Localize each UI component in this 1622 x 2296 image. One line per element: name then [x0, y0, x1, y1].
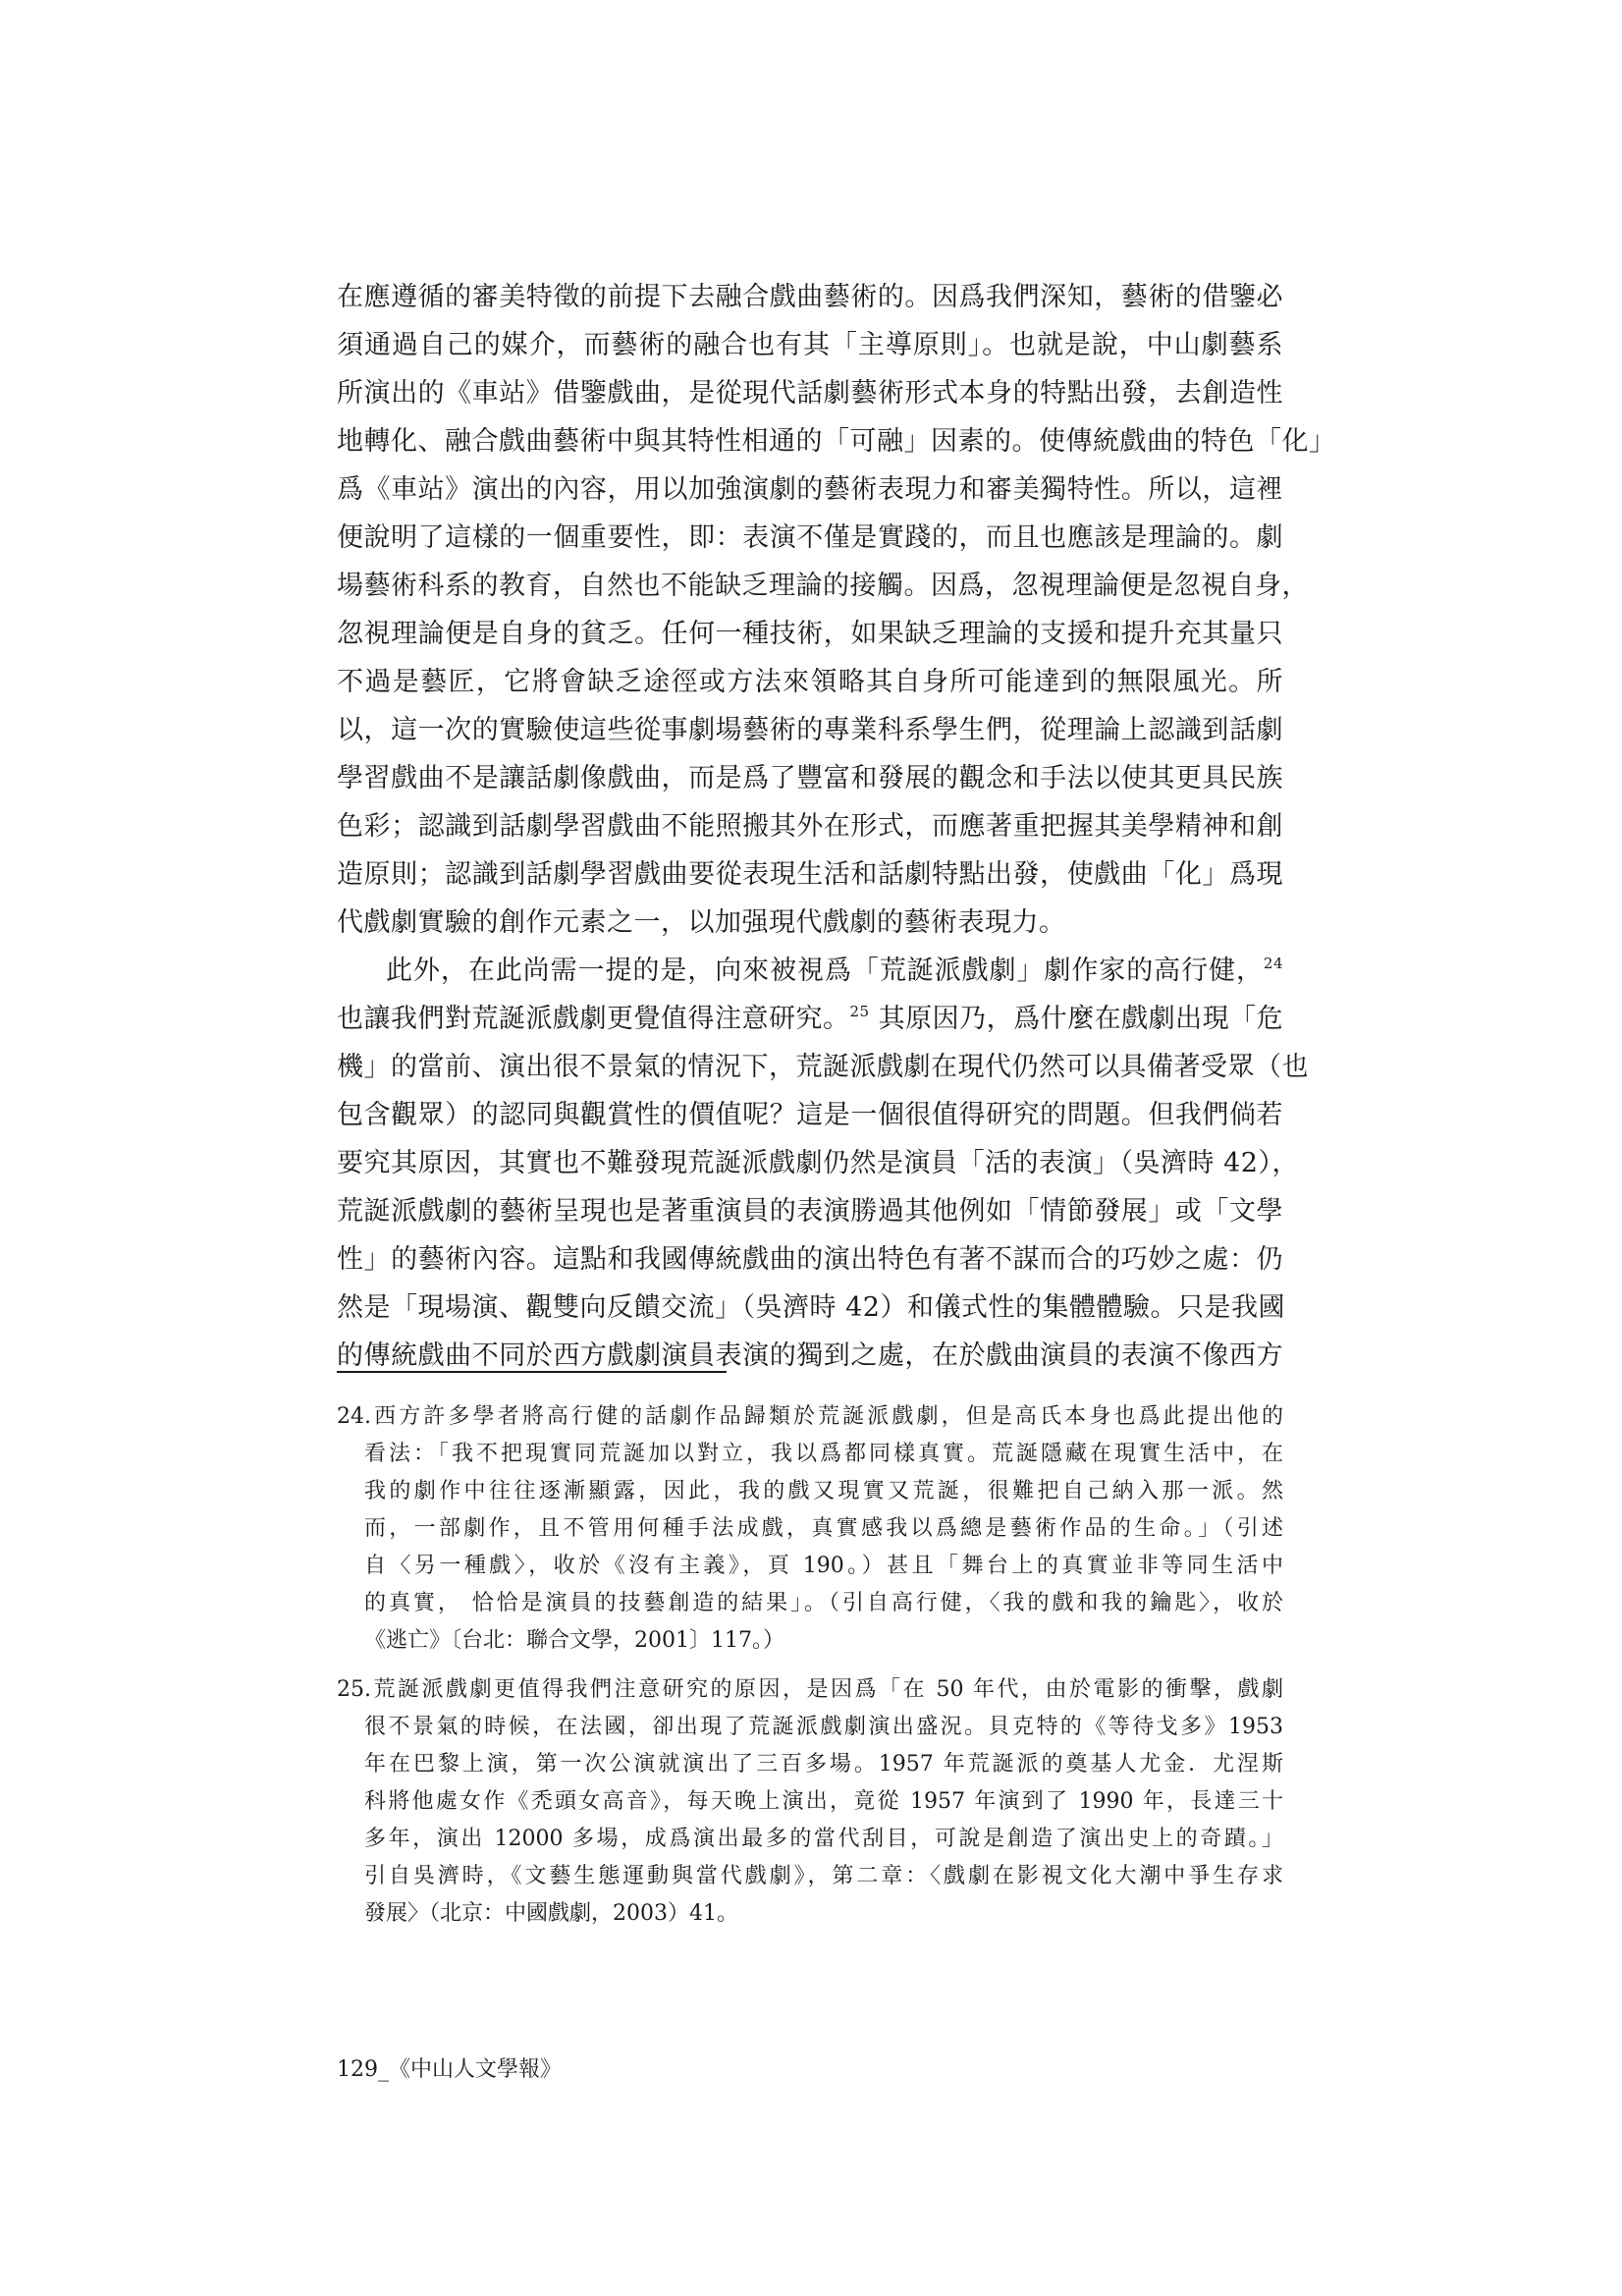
footnote-line: 《逃亡》〔台北：聯合文學，2001〕117。）	[364, 1628, 784, 1653]
footnote-line: 年在巴黎上演，第一次公演就演出了三百多場。1957 年荒誕派的奠基人尤金．尤涅斯	[364, 1752, 1283, 1777]
text-line: 性」的藝術內容。這點和我國傳統戲曲的演出特色有著不謀而合的巧妙之處：仍	[337, 1244, 1283, 1275]
text-line: 爲《車站》演出的內容，用以加強演劇的藝術表現力和審美獨特性。所以，這裡	[337, 474, 1283, 505]
text-line: 代戲劇實驗的創作元素之一，以加强現代戲劇的藝術表現力。	[337, 907, 1066, 938]
text-line	[337, 947, 1283, 995]
footnote-line: 25.荒誕派戲劇更值得我們注意研究的原因，是因爲「在 50 年代，由於電影的衝擊，戲劇	[337, 1677, 1283, 1702]
footnote-line: 的真實， 恰恰是演員的技藝創造的結果」。（引自高行健，〈我的戲和我的鑰匙〉，收於	[364, 1591, 1283, 1615]
footnote-line: 而，一部劇作，且不管用何種手法成戲，真實感我以爲總是藝術作品的生命。」（引述	[364, 1516, 1283, 1541]
footnote-line: 很不景氣的時候，在法國，卻出現了荒誕派戲劇演出盛況。貝克特的《等待戈多》1953	[364, 1715, 1283, 1739]
text-segment: 此外，在此尚需一提的是，向來被視爲「荒誕派戲劇」劇作家的高行健，	[386, 956, 1264, 986]
text-segment: 也讓我們對荒誕派戲劇更覺值得注意研究。	[337, 1004, 850, 1034]
text-line: 忽視理論便是自身的貧乏。任何一種技術，如果缺乏理論的支援和提升充其量只	[337, 619, 1283, 649]
text-line	[337, 995, 1283, 1043]
text-line: 在應遵循的審美特徵的前提下去融合戲曲藝術的。因爲我們深知，藝術的借鑒必	[337, 282, 1283, 312]
text-line: 學習戲曲不是讓話劇像戲曲，而是爲了豐富和發展的觀念和手法以使其更具民族	[337, 763, 1283, 793]
footnote-line: 自〈另一種戲〉，收於《沒有主義》，頁 190。）甚且「舞台上的真實並非等同生活中	[364, 1554, 1283, 1578]
text-line: 以，這一次的實驗使這些從事劇場藝術的專業科系學生們，從理論上認識到話劇	[337, 715, 1283, 745]
text-line: 的傳統戲曲不同於西方戲劇演員表演的獨到之處，在於戲曲演員的表演不像西方	[337, 1340, 1283, 1371]
text-line: 然是「現場演、觀雙向反饋交流」（吳濟時 42）和儀式性的集體體驗。只是我國	[337, 1292, 1285, 1323]
text-line: 便說明了這樣的一個重要性，即：表演不僅是實踐的，而且也應該是理論的。劇	[337, 522, 1283, 553]
main-text	[337, 273, 1336, 1380]
footnote-line: 24.西方許多學者將高行健的話劇作品歸類於荒誕派戲劇，但是高氏本身也爲此提出他的	[337, 1404, 1283, 1429]
text-line: 包含觀眾）的認同與觀賞性的價值呢？這是一個很值得研究的問題。但我們倘若	[337, 1100, 1283, 1130]
footnote-25	[337, 1671, 1283, 1933]
footnote-line: 發展〉（北京：中國戲劇，2003）41。	[364, 1901, 738, 1926]
footnotes	[337, 1398, 1283, 1944]
text-line: 要究其原因，其實也不難發現荒誕派戲劇仍然是演員「活的表演」（吳濟時 42），	[337, 1148, 1299, 1178]
text-line: 機」的當前、演出很不景氣的情況下，荒誕派戲劇在現代仍然可以具備著受眾（也	[337, 1052, 1309, 1082]
text-line: 地轉化、融合戲曲藝術中與其特性相通的「可融」因素的。使傳統戲曲的特色「化」	[337, 426, 1336, 457]
paragraph-1	[337, 273, 1336, 947]
text-line: 須通過自己的媒介，而藝術的融合也有其「主導原則」。也就是說，中山劇藝系	[337, 330, 1283, 360]
text-line: 場藝術科系的教育，自然也不能缺乏理論的接觸。因爲，忽視理論便是忽視自身，	[337, 571, 1309, 601]
footnote-ref-25[interactable]: 25	[849, 1003, 870, 1020]
footnote-ref-24[interactable]: 24	[1263, 955, 1283, 972]
page-footer: 129_《中山人文學報》	[337, 2057, 562, 2082]
text-line: 色彩；認識到話劇學習戲曲不能照搬其外在形式，而應著重把握其美學精神和創	[337, 811, 1283, 842]
footnote-line: 看法：「我不把現實同荒誕加以對立，我以爲都同樣真實。荒誕隱藏在現實生活中，在	[364, 1442, 1283, 1466]
footnote-divider	[337, 1371, 727, 1373]
footnote-line: 科將他處女作《禿頭女高音》，每天晚上演出，竟從 1957 年演到了 1990 年，長達三十	[364, 1789, 1283, 1814]
text-line: 荒誕派戲劇的藝術呈現也是著重演員的表演勝過其他例如「情節發展」或「文學	[337, 1196, 1283, 1227]
text-segment: 其原因乃，爲什麼在戲劇出現「危	[869, 1004, 1284, 1034]
footnote-line: 多年，演出 12000 多場，成爲演出最多的當代刮目，可說是創造了演出史上的奇蹟。」	[364, 1827, 1283, 1851]
text-line: 造原則；認識到話劇學習戲曲要從表現生活和話劇特點出發，使戲曲「化」爲現	[337, 859, 1283, 890]
footnote-24	[337, 1398, 1283, 1660]
text-line: 不過是藝匠，它將會缺乏途徑或方法來領略其自身所可能達到的無限風光。所	[337, 667, 1283, 697]
text-line: 所演出的《車站》借鑒戲曲，是從現代話劇藝術形式本身的特點出發，去創造性	[337, 378, 1283, 409]
paragraph-2	[337, 947, 1309, 1380]
footnote-line: 引自吳濟時，《文藝生態運動與當代戲劇》，第二章：〈戲劇在影視文化大潮中爭生存求	[364, 1864, 1283, 1888]
footnote-line: 我的劇作中往往逐漸顯露，因此，我的戲又現實又荒誕，很難把自己納入那一派。然	[364, 1479, 1283, 1503]
